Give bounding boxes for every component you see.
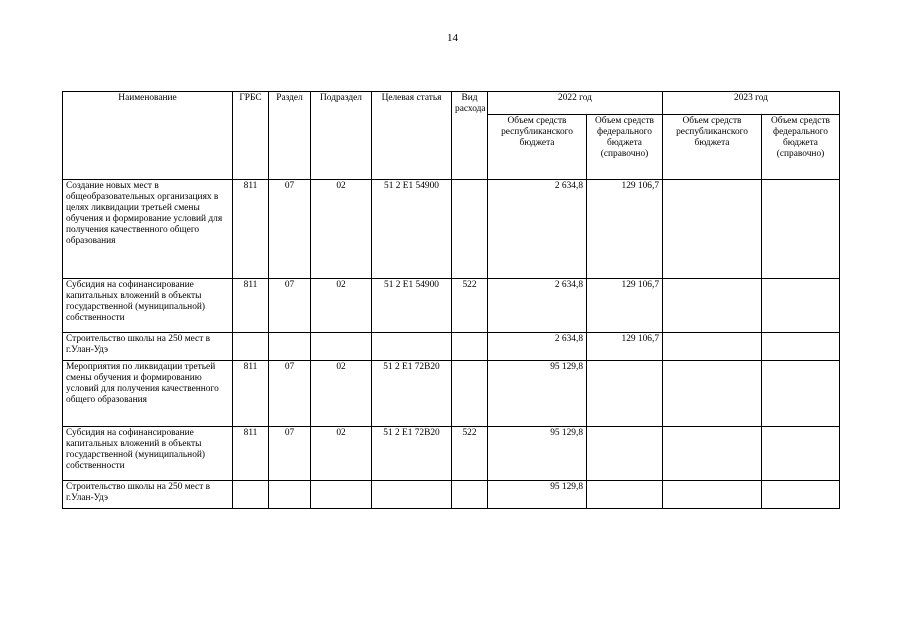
cell-rep-2022: 2 634,8 bbox=[488, 333, 587, 361]
cell-target: 51 2 Е1 72В20 bbox=[372, 427, 452, 481]
table-row bbox=[63, 361, 840, 427]
cell-target bbox=[372, 481, 452, 509]
cell-grbs: 811 bbox=[233, 361, 269, 427]
cell-rep-2022: 95 129,8 bbox=[488, 481, 587, 509]
cell-rep-2022: 2 634,8 bbox=[488, 279, 587, 333]
cell-section: 07 bbox=[269, 361, 311, 427]
cell-grbs bbox=[233, 481, 269, 509]
page-number: 14 bbox=[447, 32, 458, 44]
header-subsection: Подраздел bbox=[311, 92, 372, 180]
header-federal-budget-2022: Объем средств федерального бюджета (справочно) bbox=[587, 115, 663, 180]
cell-target: 51 2 Е1 54900 bbox=[372, 279, 452, 333]
header-year-2023: 2023 год bbox=[663, 92, 840, 115]
budget-table bbox=[62, 91, 840, 509]
cell-name: Строительство школы на 250 мест в г.Улан-Удэ bbox=[63, 481, 233, 509]
cell-subsection bbox=[311, 481, 372, 509]
cell-target: 51 2 Е1 72В20 bbox=[372, 361, 452, 427]
table-header bbox=[63, 92, 840, 180]
header-year-2022: 2022 год bbox=[488, 92, 663, 115]
table-row bbox=[63, 333, 840, 361]
cell-fed-2023 bbox=[762, 180, 840, 279]
table-row bbox=[63, 427, 840, 481]
header-target-article: Целевая статья bbox=[372, 92, 452, 180]
cell-rep-2023 bbox=[663, 180, 762, 279]
cell-subsection: 02 bbox=[311, 180, 372, 279]
cell-target: 51 2 Е1 54900 bbox=[372, 180, 452, 279]
cell-target bbox=[372, 333, 452, 361]
cell-subsection: 02 bbox=[311, 279, 372, 333]
cell-rep-2022: 95 129,8 bbox=[488, 361, 587, 427]
cell-grbs: 811 bbox=[233, 427, 269, 481]
cell-section bbox=[269, 481, 311, 509]
cell-fed-2023 bbox=[762, 481, 840, 509]
cell-section: 07 bbox=[269, 427, 311, 481]
cell-rep-2022: 2 634,8 bbox=[488, 180, 587, 279]
header-section: Раздел bbox=[269, 92, 311, 180]
cell-expense-type bbox=[452, 481, 488, 509]
cell-fed-2022: 129 106,7 bbox=[587, 333, 663, 361]
cell-subsection bbox=[311, 333, 372, 361]
header-grbs: ГРБС bbox=[233, 92, 269, 180]
cell-grbs: 811 bbox=[233, 279, 269, 333]
table-row bbox=[63, 279, 840, 333]
cell-rep-2023 bbox=[663, 427, 762, 481]
cell-subsection: 02 bbox=[311, 427, 372, 481]
cell-rep-2023 bbox=[663, 279, 762, 333]
cell-name: Субсидия на софинансирование капитальных вложений в объекты государственной (муниципальной) собственности bbox=[63, 279, 233, 333]
cell-name: Создание новых мест в общеобразовательных организациях в целях ликвидации третьей смены обучения и формирование условий для получения качественного общего образования bbox=[63, 180, 233, 279]
cell-rep-2023 bbox=[663, 481, 762, 509]
header-federal-budget-2023: Объем средств федерального бюджета (справочно) bbox=[762, 115, 840, 180]
cell-fed-2022: 129 106,7 bbox=[587, 279, 663, 333]
table-row bbox=[63, 180, 840, 279]
cell-fed-2022 bbox=[587, 361, 663, 427]
cell-fed-2023 bbox=[762, 333, 840, 361]
cell-subsection: 02 bbox=[311, 361, 372, 427]
cell-grbs: 811 bbox=[233, 180, 269, 279]
cell-fed-2023 bbox=[762, 361, 840, 427]
header-republican-budget-2022: Объем средств республиканского бюджета bbox=[488, 115, 587, 180]
header-republican-budget-2023: Объем средств республиканского бюджета bbox=[663, 115, 762, 180]
cell-name: Мероприятия по ликвидации третьей смены обучения и формированию условий для получения качественного общего образования bbox=[63, 361, 233, 427]
cell-name: Строительство школы на 250 мест в г.Улан-Удэ bbox=[63, 333, 233, 361]
cell-fed-2023 bbox=[762, 279, 840, 333]
cell-fed-2022 bbox=[587, 481, 663, 509]
cell-rep-2022: 95 129,8 bbox=[488, 427, 587, 481]
cell-expense-type: 522 bbox=[452, 427, 488, 481]
cell-fed-2022: 129 106,7 bbox=[587, 180, 663, 279]
cell-rep-2023 bbox=[663, 361, 762, 427]
cell-expense-type: 522 bbox=[452, 279, 488, 333]
cell-expense-type bbox=[452, 361, 488, 427]
header-expense-type: Вид расхода bbox=[452, 92, 488, 180]
cell-grbs bbox=[233, 333, 269, 361]
cell-section: 07 bbox=[269, 279, 311, 333]
cell-expense-type bbox=[452, 333, 488, 361]
header-name: Наименование bbox=[63, 92, 233, 180]
cell-section: 07 bbox=[269, 180, 311, 279]
cell-fed-2022 bbox=[587, 427, 663, 481]
cell-fed-2023 bbox=[762, 427, 840, 481]
cell-expense-type bbox=[452, 180, 488, 279]
cell-section bbox=[269, 333, 311, 361]
table-row bbox=[63, 481, 840, 509]
cell-name: Субсидия на софинансирование капитальных вложений в объекты государственной (муниципальной) собственности bbox=[63, 427, 233, 481]
cell-rep-2023 bbox=[663, 333, 762, 361]
